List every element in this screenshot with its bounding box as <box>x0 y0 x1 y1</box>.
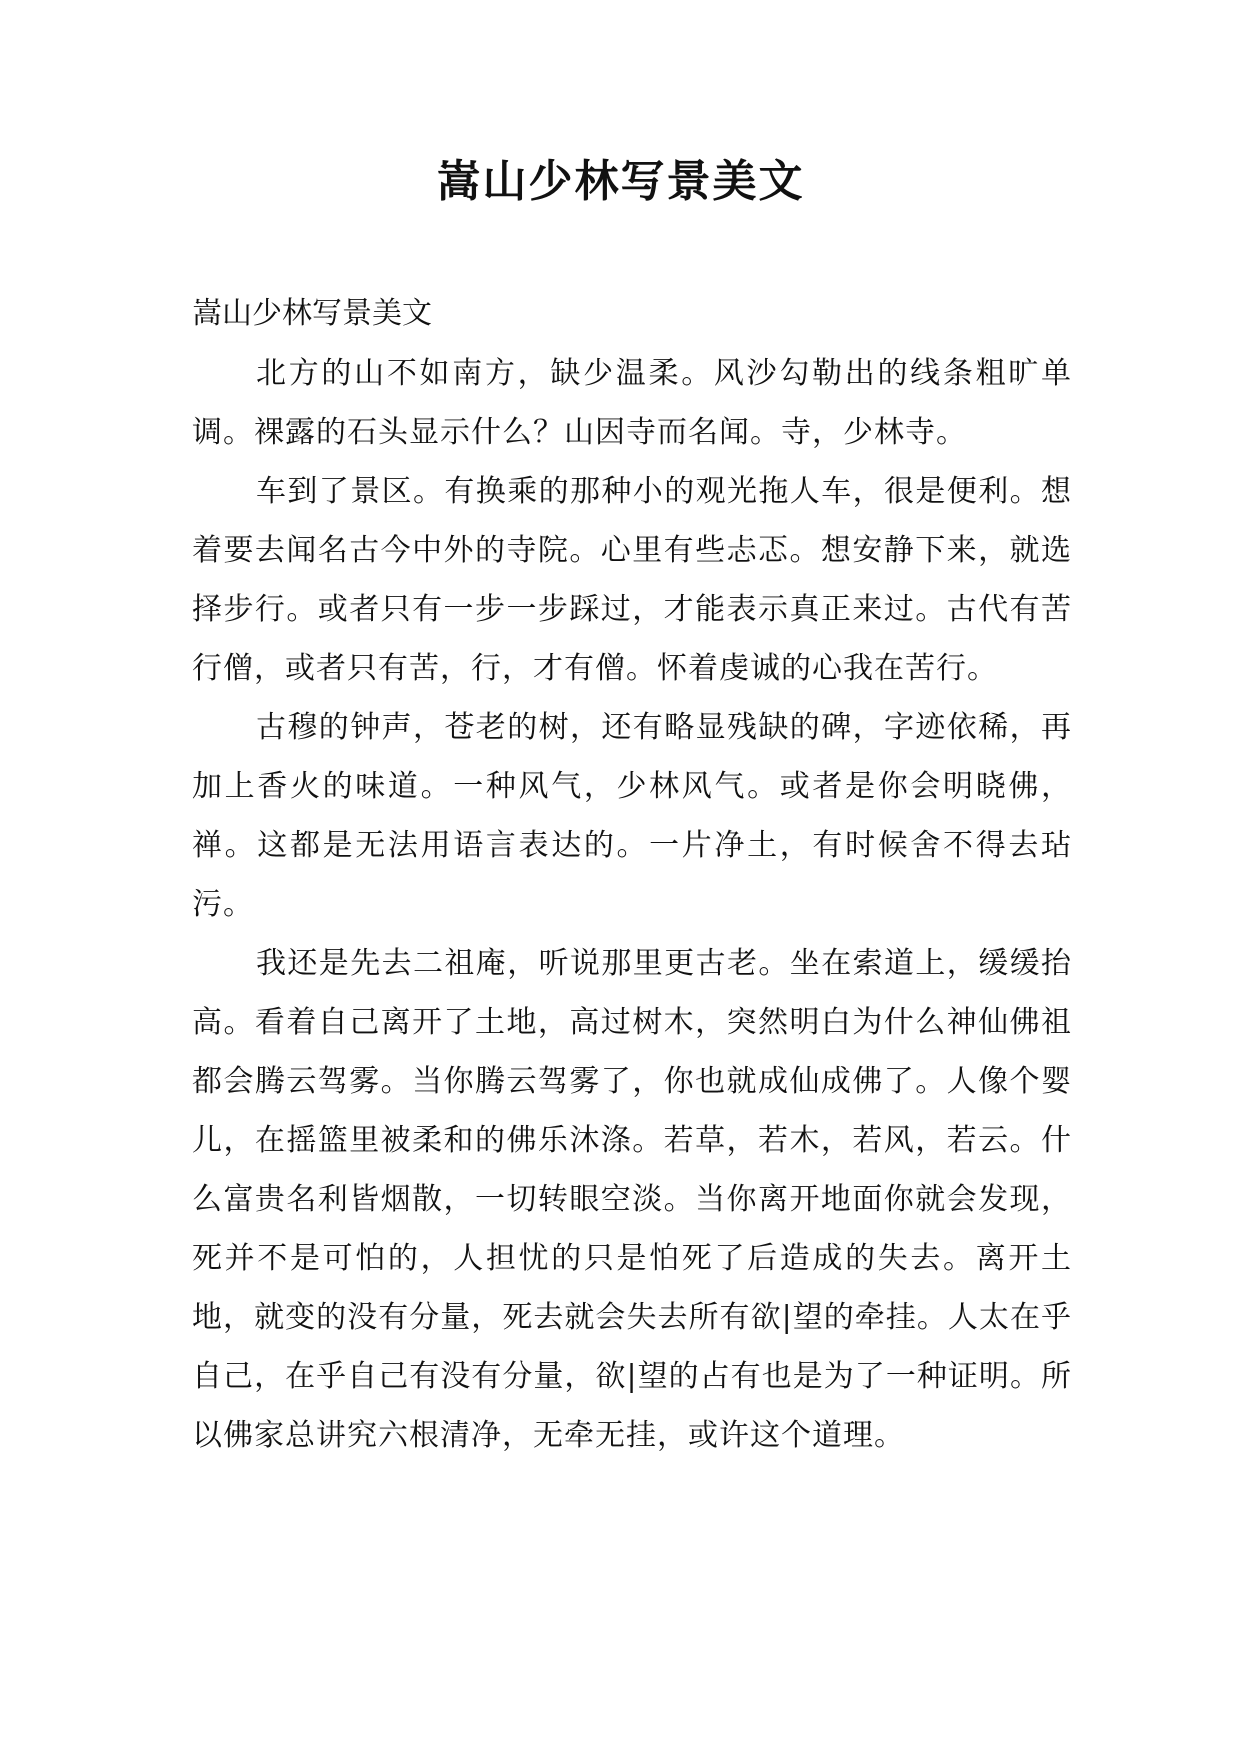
paragraph: 古穆的钟声，苍老的树，还有略显残缺的碑，字迹依稀，再加上香火的味道。一种风气，少林风气。或者是你会明晓佛，禅。这都是无法用语言表达的。一片净土，有时候舍不得去玷污。 <box>192 710 1072 922</box>
document-body <box>192 344 1072 1465</box>
paragraph: 北方的山不如南方，缺少温柔。风沙勾勒出的线条粗旷单调。裸露的石头显示什么？山因寺而名闻。寺，少林寺。 <box>192 356 1072 450</box>
document-subtitle: 嵩山少林写景美文 <box>192 296 432 331</box>
document-title: 嵩山少林写景美文 <box>436 156 805 207</box>
paragraph: 车到了景区。有换乘的那种小的观光拖人车，很是便利。想着要去闻名古今中外的寺院。心里有些忐忑。想安静下来，就选择步行。或者只有一步一步踩过，才能表示真正来过。古代有苦行僧，或者只有苦，行，才有僧。怀着虔诚的心我在苦行。 <box>192 474 1072 686</box>
paragraph: 我还是先去二祖庵，听说那里更古老。坐在索道上，缓缓抬高。看着自己离开了土地，高过树木，突然明白为什么神仙佛祖都会腾云驾雾。当你腾云驾雾了，你也就成仙成佛了。人像个婴儿，在摇篮里被柔和的佛乐沐涤。若草，若木，若风，若云。什么富贵名利皆烟散，一切转眼空淡。当你离开地面你就会发现，死并不是可怕的，人担忧的只是怕死了后造成的失去。离开土地，就变的没有分量，死去就会失去所有欲|望的牵挂。人太在乎自己，在乎自己有没有分量，欲|望的占有也是为了一种证明。所以佛家总讲究六根清净，无牵无挂，或许这个道理。 <box>192 946 1072 1453</box>
